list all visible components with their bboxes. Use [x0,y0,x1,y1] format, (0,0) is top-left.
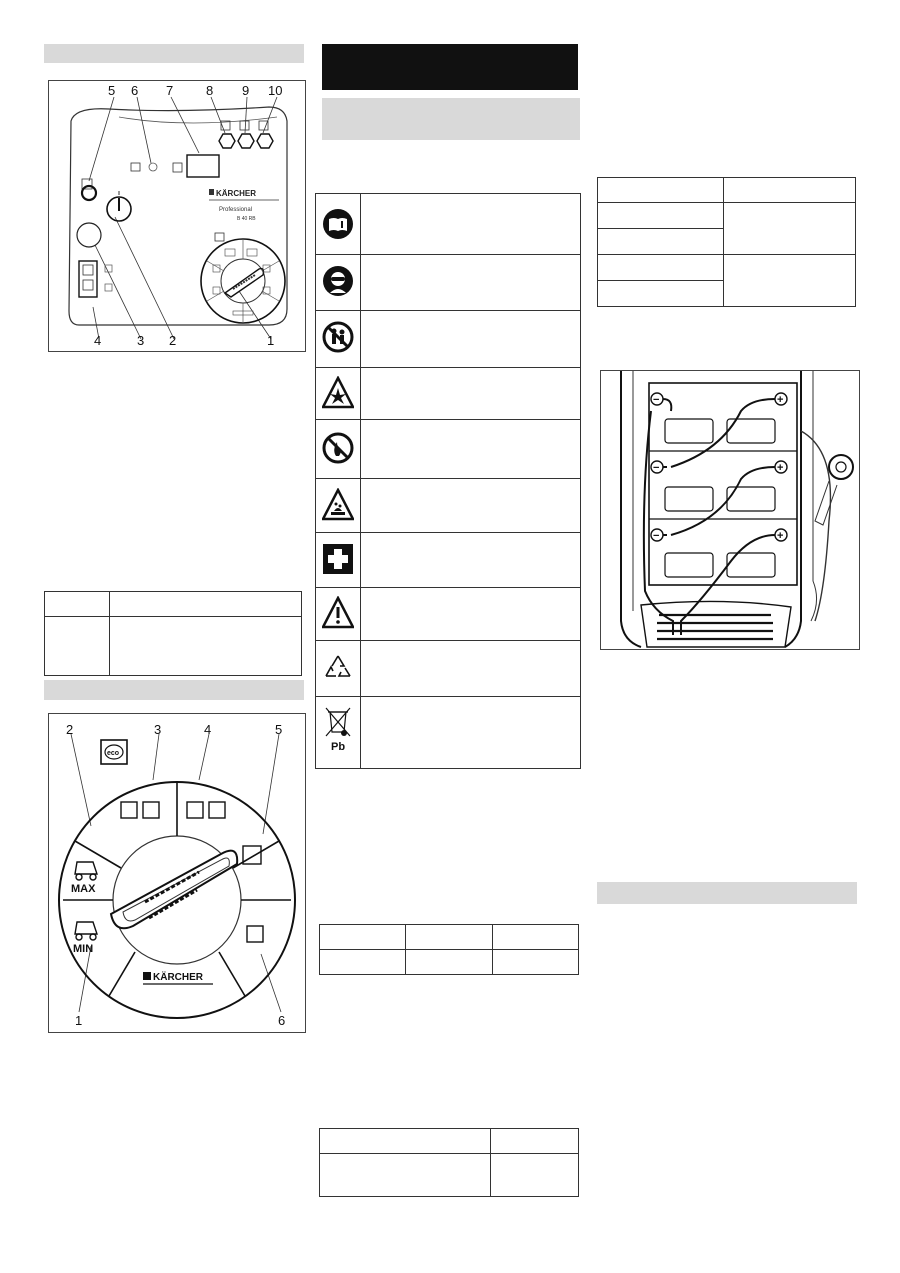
dial-brand: KÄRCHER [153,972,203,983]
min-label: MIN [73,943,94,955]
left-info-table [44,591,302,676]
dial-callout-1: 1 [75,1013,83,1028]
panel-brand: KÄRCHER [216,189,256,198]
minus-terminal-1: − [653,394,660,406]
program-dial-figure [48,713,306,1033]
middle-three-column-table [319,924,579,975]
callout-9: 9 [242,83,250,98]
callout-1: 1 [267,333,275,348]
panel-model: B 40 RB [237,216,256,222]
chapter-title-bar [322,44,578,90]
control-panel-figure [48,80,306,352]
general-warning-icon [322,596,354,630]
acid-burn-hazard-icon [322,488,354,522]
callout-6: 6 [131,83,139,98]
section-header-bar-4 [597,882,857,904]
middle-two-column-table [319,1128,579,1197]
pb-label: Pb [331,741,346,753]
panel-product-line: Professional [219,207,253,213]
callout-10: 10 [268,83,283,98]
right-two-column-table [597,177,856,307]
program-dial-drawing [49,714,305,1032]
plus-terminal-2: + [777,462,784,474]
section-header-bar [44,44,304,63]
recycling-icon [322,652,354,684]
read-manual-icon [322,208,354,240]
keep-children-away-icon [322,321,354,353]
callout-2: 2 [169,333,177,348]
wear-eye-protection-icon [322,265,354,297]
dial-callout-3: 3 [154,722,162,737]
callout-5: 5 [108,83,116,98]
section-header-bar-3 [322,98,580,140]
plus-terminal-1: + [777,394,784,406]
callout-7: 7 [166,83,174,98]
no-household-waste-pb-icon [322,704,354,756]
dial-callout-6: 6 [278,1013,286,1028]
callout-4: 4 [94,333,102,348]
minus-terminal-3: − [653,530,660,542]
control-panel-drawing [49,81,305,351]
battery-drawing [601,371,859,649]
max-label: MAX [71,883,96,895]
dial-callout-5: 5 [275,722,283,737]
section-header-bar-2 [44,680,304,700]
dial-callout-4: 4 [204,722,212,737]
plus-terminal-3: + [777,530,784,542]
eco-label: eco [107,750,120,757]
callout-3: 3 [137,333,145,348]
minus-terminal-2: − [653,462,660,474]
first-aid-icon [322,543,354,575]
safety-symbols-table [315,193,581,769]
callout-8: 8 [206,83,214,98]
no-fire-no-smoking-icon [322,432,354,464]
battery-connection-figure [600,370,860,650]
dial-callout-2: 2 [66,722,74,737]
explosion-hazard-icon [322,376,354,410]
